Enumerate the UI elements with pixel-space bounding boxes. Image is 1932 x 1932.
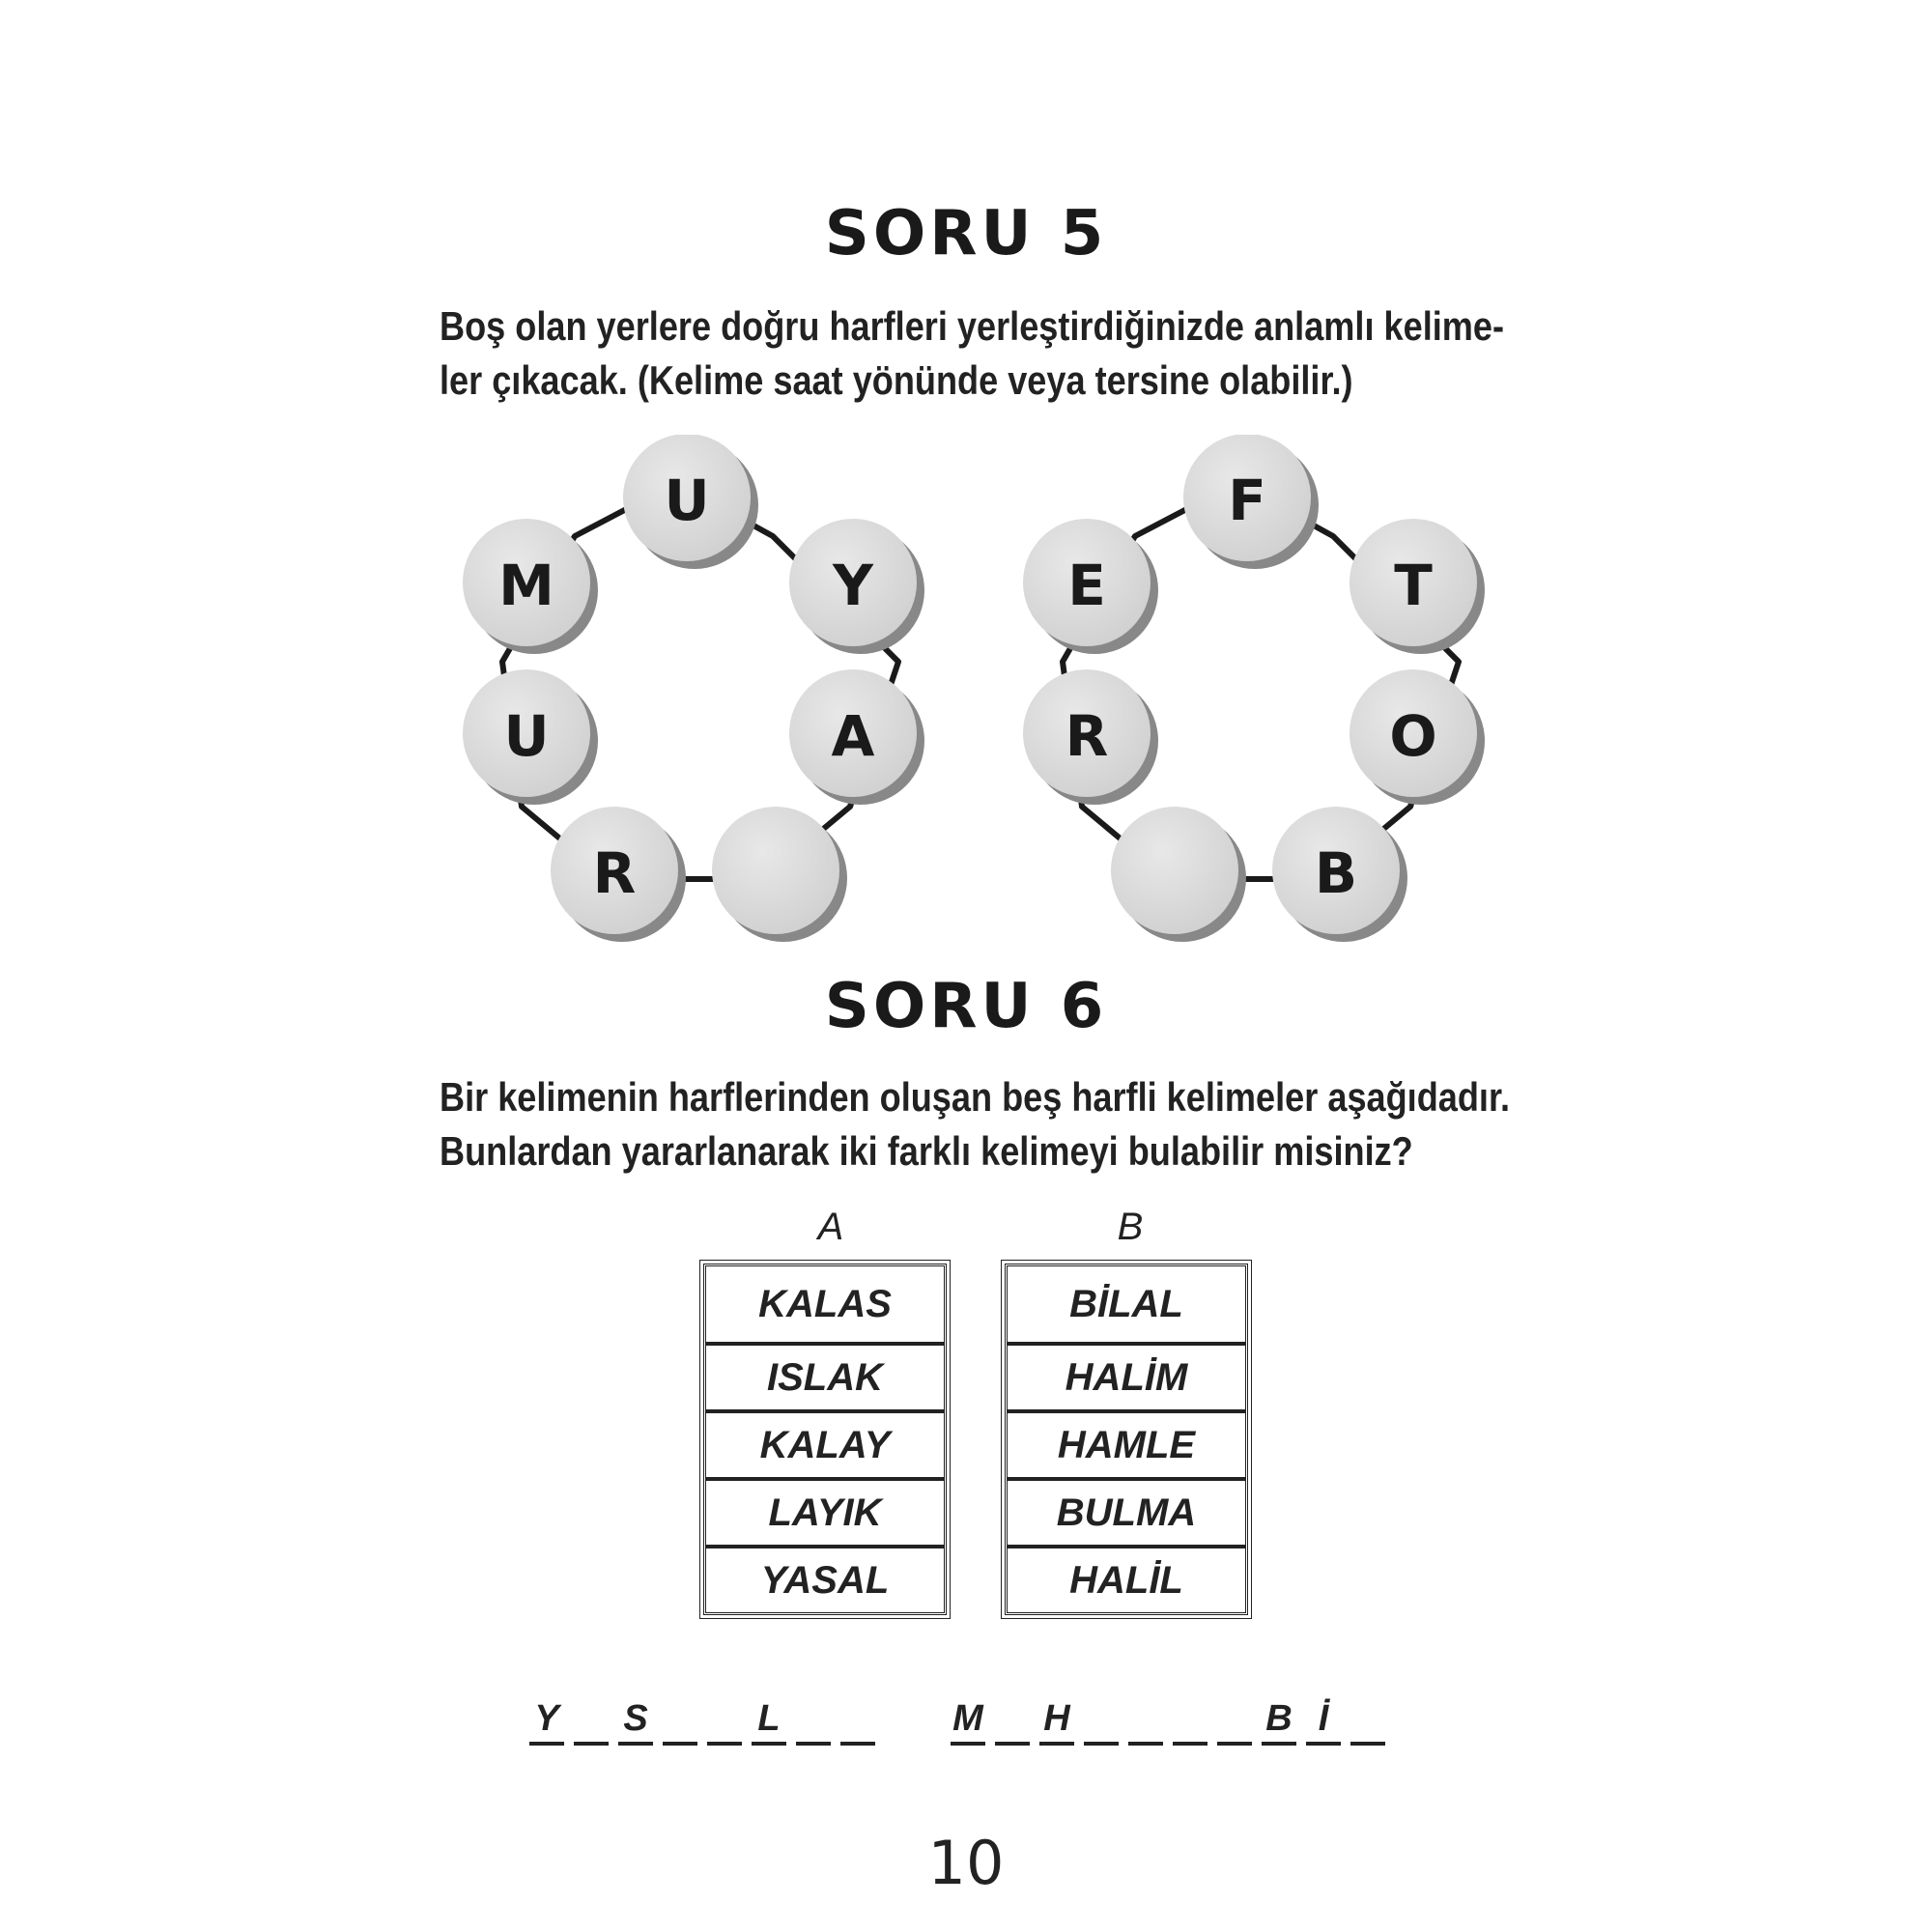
table-row — [706, 1548, 944, 1612]
answer-slot[interactable] — [840, 1695, 875, 1746]
soru6-instructions — [440, 1070, 1545, 1179]
table-row — [706, 1266, 944, 1346]
page-number: 10 — [927, 1828, 1005, 1898]
letter-top-left: E — [1067, 553, 1106, 618]
answer-slot[interactable] — [707, 1695, 742, 1746]
letter-bottom-left-low: R — [592, 840, 637, 906]
answer-slot[interactable] — [1217, 1695, 1252, 1746]
soru5-instructions — [440, 299, 1545, 408]
word-cell: HALİL — [1069, 1558, 1183, 1602]
letter-top-left: M — [498, 553, 554, 618]
circle-bottom-left-low[interactable] — [1111, 807, 1246, 942]
answer-slot[interactable]: H — [1039, 1695, 1074, 1746]
word-cell: KALAS — [706, 1266, 944, 1346]
circle-bottom-left — [1023, 669, 1158, 805]
column-b-label: B — [1117, 1206, 1144, 1248]
table-row — [706, 1346, 944, 1413]
table-row — [706, 1413, 944, 1481]
word-cell: BULMA — [1008, 1481, 1245, 1548]
letter-ring-2 — [1005, 435, 1507, 956]
word-cell: HALİM — [1008, 1346, 1245, 1413]
word-cell: ISLAK — [706, 1346, 944, 1413]
word-cell: BİLAL — [1008, 1266, 1245, 1346]
answer-slot[interactable] — [796, 1695, 831, 1746]
letter-bottom-left: R — [1065, 703, 1109, 769]
table-row — [1008, 1413, 1245, 1481]
letter-bottom-right: O — [1389, 703, 1437, 769]
answer-slot[interactable] — [663, 1695, 697, 1746]
circle-top-right — [1350, 519, 1485, 654]
column-a-label: A — [817, 1206, 844, 1248]
circle-bottom-left-low — [551, 807, 686, 942]
soru5-title: SORU 5 — [824, 198, 1108, 270]
answer-slot[interactable]: S — [618, 1695, 653, 1746]
answer-b — [951, 1695, 1395, 1746]
soru5-line2: ler çıkacak. (Kelime saat yönünde veya tersine olabilir.) — [440, 357, 1353, 403]
answer-slot[interactable] — [1084, 1695, 1119, 1746]
letter-bottom-left: U — [503, 703, 550, 769]
letter-top-right: T — [1394, 553, 1433, 618]
circle-bottom-right — [789, 669, 924, 805]
answer-slot[interactable]: Y — [529, 1695, 564, 1746]
answer-slot[interactable] — [995, 1695, 1030, 1746]
circle-top — [623, 435, 758, 569]
circle-bottom-right — [1350, 669, 1485, 805]
word-cell: YASAL — [760, 1558, 890, 1602]
circle-bottom-left — [463, 669, 598, 805]
letter-top: F — [1228, 468, 1266, 533]
answer-slot[interactable]: B — [1262, 1695, 1296, 1746]
soru6-line2: Bunlardan yararlanarak iki farklı kelimeyi bulabilir misiniz? — [440, 1128, 1413, 1174]
column-b-table — [1005, 1264, 1248, 1615]
circle-top — [1183, 435, 1319, 569]
answer-slot[interactable]: İ — [1306, 1695, 1341, 1746]
soru5-line1: Boş olan yerlere doğru harfleri yerleştirdiğinizde anlamlı kelime- — [440, 303, 1505, 349]
word-cell: LAYIK — [706, 1481, 944, 1548]
letter-bottom-right: A — [831, 703, 875, 769]
answer-a — [529, 1695, 885, 1746]
answer-slot[interactable] — [1128, 1695, 1163, 1746]
soru6-title: SORU 6 — [824, 971, 1108, 1042]
answer-slot[interactable] — [574, 1695, 609, 1746]
word-cell: KALAY — [706, 1413, 944, 1481]
circle-top-left — [463, 519, 598, 654]
table-row — [706, 1481, 944, 1548]
answer-slot[interactable]: L — [752, 1695, 786, 1746]
circle-top-right — [789, 519, 924, 654]
letter-ring-1 — [444, 435, 947, 956]
letter-top: U — [664, 468, 710, 533]
table-row — [1008, 1548, 1245, 1612]
circle-top-left — [1023, 519, 1158, 654]
word-cell: HAMLE — [1008, 1413, 1245, 1481]
answer-slot[interactable] — [1173, 1695, 1208, 1746]
answer-slot[interactable] — [1350, 1695, 1385, 1746]
soru6-line1: Bir kelimenin harflerinden oluşan beş harfli kelimeler aşağıdadır. — [440, 1074, 1511, 1120]
answer-slot[interactable]: M — [951, 1695, 985, 1746]
table-row — [1008, 1481, 1245, 1548]
table-row — [1008, 1346, 1245, 1413]
table-row — [1008, 1266, 1245, 1346]
letter-top-right: Y — [833, 553, 873, 618]
column-a-table — [703, 1264, 947, 1615]
letter-bottom-right-low: B — [1314, 840, 1358, 906]
